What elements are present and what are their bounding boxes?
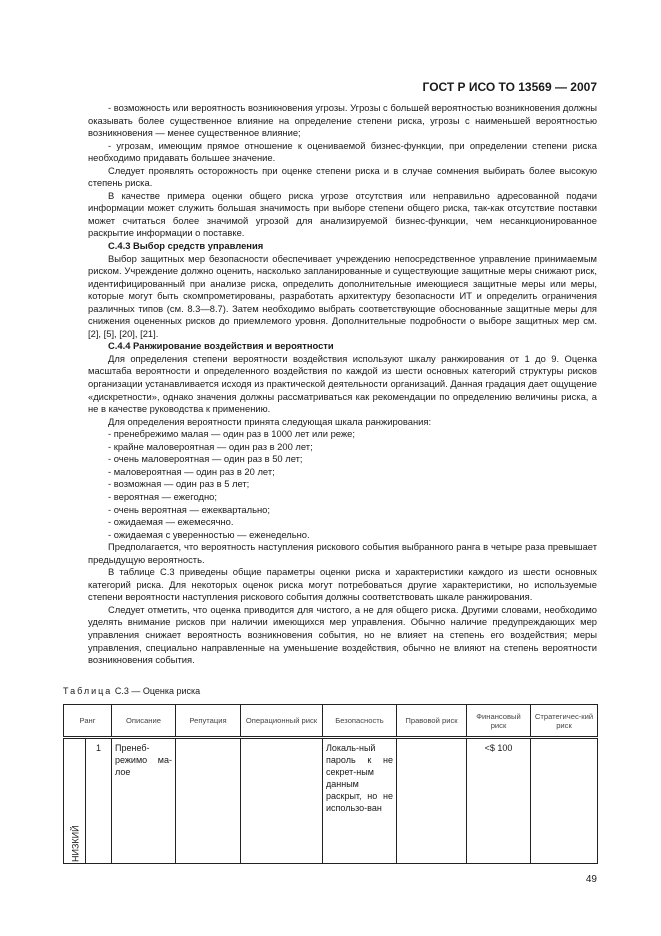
document-header: ГОСТ Р ИСО ТО 13569 — 2007 (422, 80, 597, 94)
table-caption-title: С.3 — Оценка риска (114, 686, 201, 696)
section-heading: С.4.3 Выбор средств управления (108, 240, 264, 252)
paragraph: В качестве примера оценки общего риска угрозе отсутствия или неправильно адресованной подачи информации может служить большая значимость при выборе степени общего риска, так-как отсутствие поставки может считаться более значимой угрозой для анализируемой бизнес-функции, чем несанкционированное раскрытие информации о поставке. (88, 189, 597, 239)
paragraph: В таблице С.3 приведены общие параметры оценки риска и характеристики каждого из шести основных категорий риска. Для некоторых оценок риска могут потребоваться другие характеристики, но используемые степени вероятности наступления рискового события должны соответствовать шкале ранжирования. (88, 566, 597, 603)
column-header: Финансовый риск (467, 705, 531, 738)
paragraph: Следует отметить, что оценка приводится для чистого, а не для общего риска. Другими словами, необходимо уделять внимание рисков при наличии имеющихся мер управления. Обычно наличие предупреждающих мер управления снижает вероятность возникновения события, но не влияет на степень его воздействия; меры управления, специально направленные на уменьшение воздействия, обычно не влияют на степень вероятности возникновения события. (88, 603, 597, 666)
list-item: - очень маловероятная — один раз в 50 лет; (108, 453, 303, 465)
legal-cell (397, 738, 467, 864)
column-header: Безопасность (323, 705, 397, 738)
document-body (88, 102, 597, 667)
column-header: Стратегичес-кий риск (531, 705, 598, 738)
table-caption-prefix: Таблица (63, 686, 113, 696)
paragraph: Для определения степени вероятности воздействия используют шкалу ранжирования от 1 до 9. Оценка масштаба вероятности и определенного воздействия по каждой из шести основных категорий структуры рисков организации устанавливается исходя из практической деятельности организаций. Данная градация дает ощущение «дискретности», однако значения должны рассматриваться как рекомендации по определению величины риска, а не в качестве руководства к применению. (88, 352, 597, 415)
list-item: - ожидаемая — ежемесячно. (108, 516, 234, 528)
page-number: 49 (585, 874, 597, 885)
paragraph: Предполагается, что вероятность наступления рискового события выбранного ранга в четыре раза превышает предыдущую вероятность. (88, 541, 597, 565)
list-item: - очень вероятная — ежеквартально; (108, 503, 270, 515)
paragraph: Следует проявлять осторожность при оценке степени риска и в случае сомнения выбирать более высокую степень риска. (88, 164, 597, 189)
paragraph: Выбор защитных мер безопасности обеспечивает учреждению непосредственное управление принимаемым риском. Учреждение должно оценить, насколько запланированные и существующие защитные меры снижают риск, идентифицированный при анализе риска, определить дополнительные имеющиеся защитные меры или меры, которые могут быть скомпрометированы, разработать архитектуру безопасности ИТ и определить ограничения различных типов (см. 8.3—8.7). Затем необходимо выбрать соответствующие обоснованные защитные меры для снижения оцененных рисков до приемлемого уровня. Дополнительные подробности о выборе защитных мер см. [2], [5], [20], [21]. (88, 252, 597, 339)
risk-table (63, 704, 598, 864)
list-item: - маловероятная — один раз в 20 лет; (108, 465, 275, 477)
rank-cell: 1 (86, 738, 112, 864)
list-item: - пренебрежимо малая — один раз в 1000 лет или реже; (108, 428, 355, 440)
reputation-cell (176, 738, 241, 864)
paragraph: - возможность или вероятность возникновения угрозы. Угрозы с большей вероятностью возникновения должны оказывать более существенное влияние на определение степени риска, угрозы с наименьшей вероятностью возникновения — менее существенное влияние; (88, 102, 597, 139)
financial-cell: <$ 100 (467, 738, 531, 864)
table-header-row (64, 705, 598, 738)
list-item: - вероятная — ежегодно; (108, 490, 217, 502)
paragraph: Для определения вероятности принята следующая шкала ранжирования: (108, 415, 432, 427)
column-header: Ранг (64, 705, 112, 738)
operational-cell (241, 738, 323, 864)
paragraph: - угрозам, имеющим прямое отношение к оцениваемой бизнес-функции, при определении степени риска необходимо придавать большее значение. (88, 139, 597, 164)
column-header: Операционный риск (241, 705, 323, 738)
risk-level-cell: НИЗКИЙ (64, 738, 86, 864)
column-header: Репутация (176, 705, 241, 738)
list-item: - ожидаемая с уверенностью — еженедельно. (108, 528, 310, 540)
security-cell: Локаль-ный пароль к не секрет-ным данным раскрыт, но не использо-ван (323, 738, 397, 864)
table-row (64, 738, 598, 864)
list-item: - возможная — один раз в 5 лет; (108, 478, 250, 490)
strategic-cell (531, 738, 598, 864)
description-cell: Пренеб-режимо ма-лое (112, 738, 176, 864)
column-header: Правовой риск (397, 705, 467, 738)
section-heading: С.4.4 Ранжирование воздействия и вероятности (108, 340, 334, 352)
list-item: - крайне маловероятная — один раз в 200 лет; (108, 440, 313, 452)
column-header: Описание (112, 705, 176, 738)
table-caption (63, 686, 200, 696)
